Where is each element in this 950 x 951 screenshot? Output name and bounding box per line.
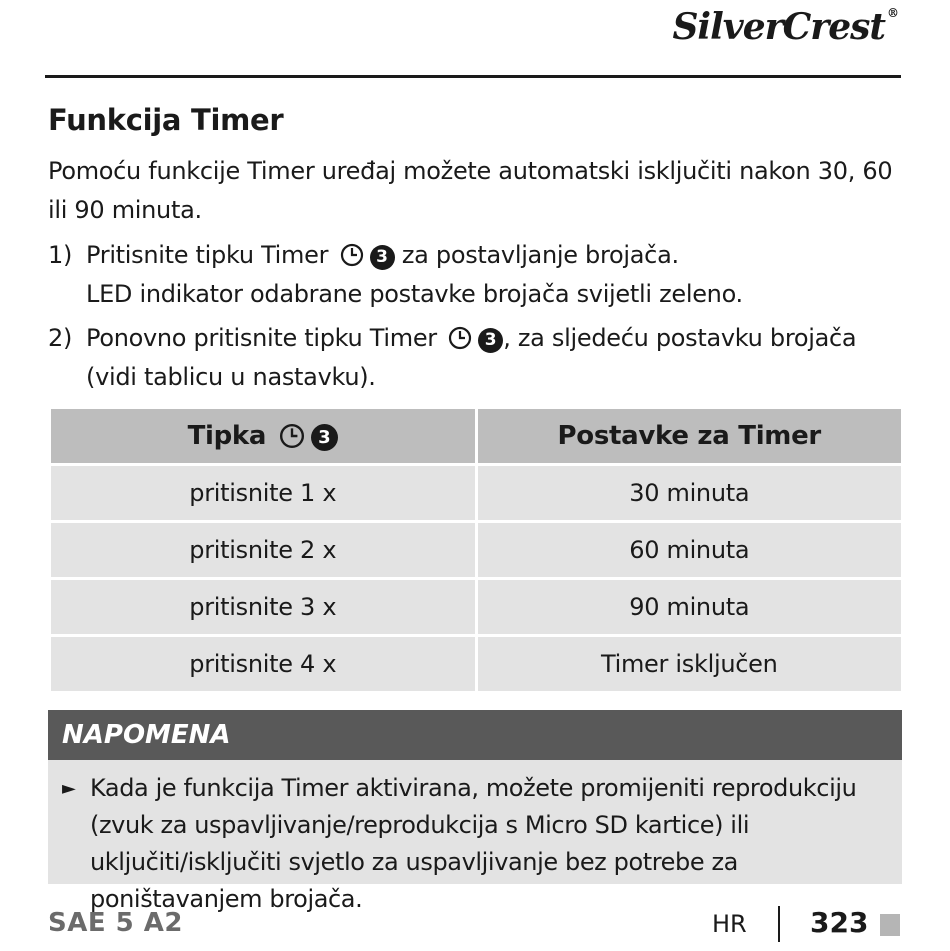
brand-logo bbox=[672, 6, 898, 48]
table-header-button bbox=[50, 408, 477, 465]
cell-press: pritisnite 3 x bbox=[50, 579, 477, 636]
table-header-row bbox=[50, 408, 903, 465]
step-2 bbox=[48, 319, 856, 397]
cell-setting: 30 minuta bbox=[476, 465, 903, 522]
step-1 bbox=[48, 236, 743, 314]
clock-icon bbox=[279, 423, 305, 449]
timer-table bbox=[48, 406, 904, 694]
table-row bbox=[50, 636, 903, 693]
section-intro: Pomoću funkcije Timer uređaj možete automatski isključiti nakon 30, 60 ili 90 minuta. bbox=[48, 157, 893, 224]
header-label: Tipka bbox=[187, 421, 267, 451]
table-header-setting: Postavke za Timer bbox=[476, 408, 903, 465]
footer-separator bbox=[778, 906, 780, 942]
note-title: NAPOMENA bbox=[62, 720, 231, 750]
registered-mark: ® bbox=[887, 6, 898, 20]
step-detail: LED indikator odabrane postavke brojača svijetli zeleno. bbox=[86, 280, 743, 308]
cell-setting: 90 minuta bbox=[476, 579, 903, 636]
step-text-after: za postavljanje brojača. bbox=[394, 241, 679, 269]
table-row bbox=[50, 465, 903, 522]
cell-setting: 60 minuta bbox=[476, 522, 903, 579]
arrow-right-icon: ► bbox=[62, 778, 76, 799]
clock-icon bbox=[448, 326, 472, 350]
language-code: HR bbox=[712, 910, 747, 938]
model-number: SAE 5 A2 bbox=[48, 908, 184, 938]
step-detail: (vidi tablicu u nastavku). bbox=[86, 363, 376, 391]
note-body bbox=[48, 760, 902, 913]
cell-setting: Timer isključen bbox=[476, 636, 903, 693]
step-text: Pritisnite tipku Timer bbox=[86, 241, 329, 269]
step-text-after: , za sljedeću postavku brojača bbox=[503, 324, 857, 352]
step-line bbox=[48, 236, 743, 275]
step-number: 2) bbox=[48, 324, 73, 352]
step-number: 1) bbox=[48, 241, 73, 269]
number-badge: 3 bbox=[311, 424, 338, 451]
step-text: Ponovno pritisnite tipku Timer bbox=[86, 324, 437, 352]
cell-press: pritisnite 4 x bbox=[50, 636, 477, 693]
cell-press: pritisnite 2 x bbox=[50, 522, 477, 579]
table-row bbox=[50, 522, 903, 579]
cell-press: pritisnite 1 x bbox=[50, 465, 477, 522]
number-badge: 3 bbox=[370, 245, 395, 270]
page-marker bbox=[880, 914, 900, 936]
section-title: Funkcija Timer bbox=[48, 103, 284, 137]
number-badge: 3 bbox=[478, 328, 503, 353]
note-text: Kada je funkcija Timer aktivirana, možete promijeniti reprodukciju (zvuk za uspavljivanje/reprodukcija s Micro SD kartice) ili uključiti/isključiti svjetlo za uspavljivanje bez potrebe za poništavanjem brojača. bbox=[90, 774, 857, 913]
note-header bbox=[48, 710, 902, 760]
table-row bbox=[50, 579, 903, 636]
header-rule bbox=[45, 75, 901, 78]
brand-name: SilverCrest bbox=[672, 6, 885, 48]
clock-icon bbox=[340, 243, 364, 267]
page-number: 323 bbox=[810, 906, 869, 939]
step-line bbox=[48, 319, 856, 358]
